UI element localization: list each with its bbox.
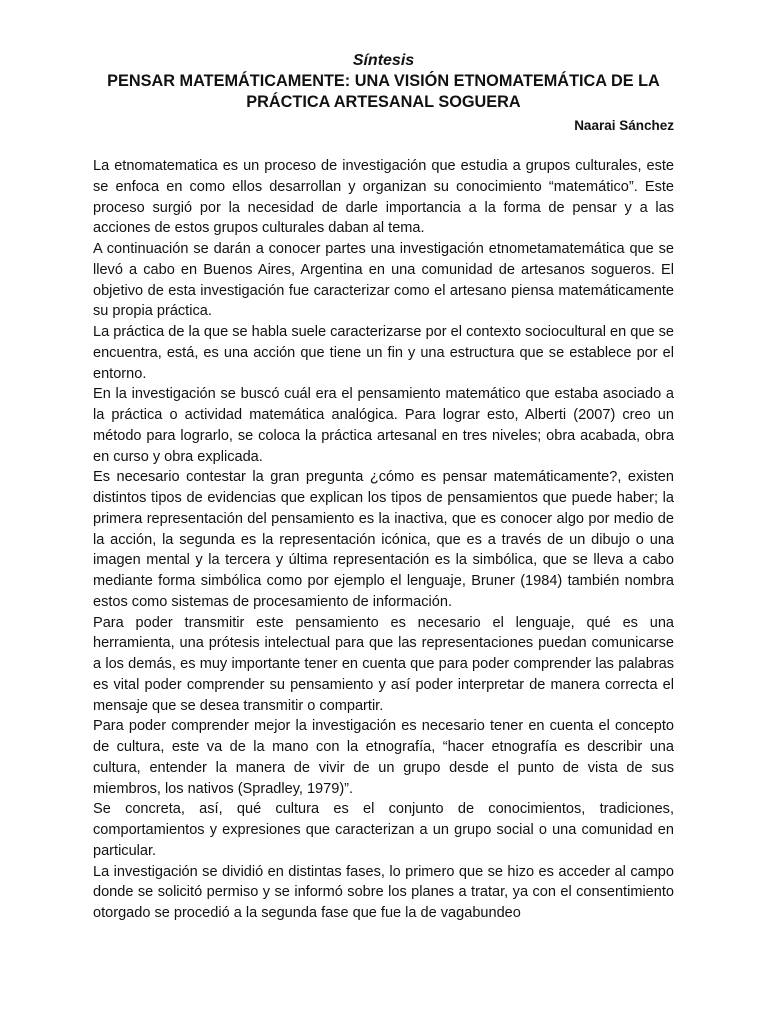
document-body [93, 156, 674, 924]
document-title: PENSAR MATEMÁTICAMENTE: UNA VISIÓN ETNOMATEMÁTICA DE LA PRÁCTICA ARTESANAL SOGUERA [107, 72, 660, 111]
paragraph: La investigación se dividió en distintas fases, lo primero que se hizo es acceder al campo donde se solicitó permiso y se informó sobre los planes a tratar, ya con el consentimiento otorgado se procedió a la segunda fase que fue la de vagabundeo [93, 863, 674, 921]
paragraph: La práctica de la que se habla suele caracterizarse por el contexto sociocultural en que se encuentra, está, es una acción que tiene un fin y una estructura que se establece por el entorno. [93, 324, 674, 382]
paragraph: A continuación se darán a conocer partes una investigación etnometamatemática que se llevó a cabo en Buenos Aires, Argentina en una comunidad de artesanos sogueros. El objetivo de esta investigación fue caracterizar como el artesano piensa matemáticamente su propia práctica. [93, 241, 674, 320]
paragraph: Es necesario contestar la gran pregunta ¿cómo es pensar matemáticamente?, existen distintos tipos de evidencias que explican los tipos de pensamientos que puede haber; la primera representación del pensamiento es la inactiva, que es conocer algo por medio de la acción, la segunda es la representación icónica, que es a través de un dibujo o una imagen mental y la tercera y última representación es la simbólica, que se lleva a cabo mediante forma simbólica como por ejemplo el lenguaje, Bruner (1984) también nombra estos como sistemas de procesamiento de información. [93, 469, 674, 610]
paragraph: La etnomatematica es un proceso de investigación que estudia a grupos culturales, este se enfoca en como ellos desarrollan y organizan su conocimiento “matemático”. Este proceso surgió por la necesidad de darle importancia a la forma de pensar y a las acciones de estos grupos culturales daban al tema. [93, 158, 674, 237]
paragraph: Para poder comprender mejor la investigación es necesario tener en cuenta el concepto de cultura, este va de la mano con la etnografía, “hacer etnografía es describir una cultura, entender la manera de vivir de un grupo desde el punto de vista de sus miembros, los nativos (Spradley, 1979)”. [93, 718, 674, 797]
paragraph: Se concreta, así, qué cultura es el conjunto de conocimientos, tradiciones, comportamientos y expresiones que caracterizan a un grupo social o una comunidad en particular. [93, 801, 674, 859]
paragraph: En la investigación se buscó cuál era el pensamiento matemático que estaba asociado a la práctica o actividad matemática analógica. Para lograr esto, Alberti (2007) creo un método para lograrlo, se coloca la práctica artesanal en tres niveles; obra acabada, obra en curso y obra explicada. [93, 386, 674, 465]
document-author: Naarai Sánchez [574, 118, 674, 133]
document-label: Síntesis [352, 52, 415, 69]
paragraph: Para poder transmitir este pensamiento es necesario el lenguaje, qué es una herramienta, una prótesis intelectual para que las representaciones puedan comunicarse a los demás, es muy importante tener en cuenta que para poder comprender las palabras es vital poder comprender su pensamiento y así poder interpretar de manera correcta el mensaje que se desea transmitir o compartir. [93, 614, 674, 714]
